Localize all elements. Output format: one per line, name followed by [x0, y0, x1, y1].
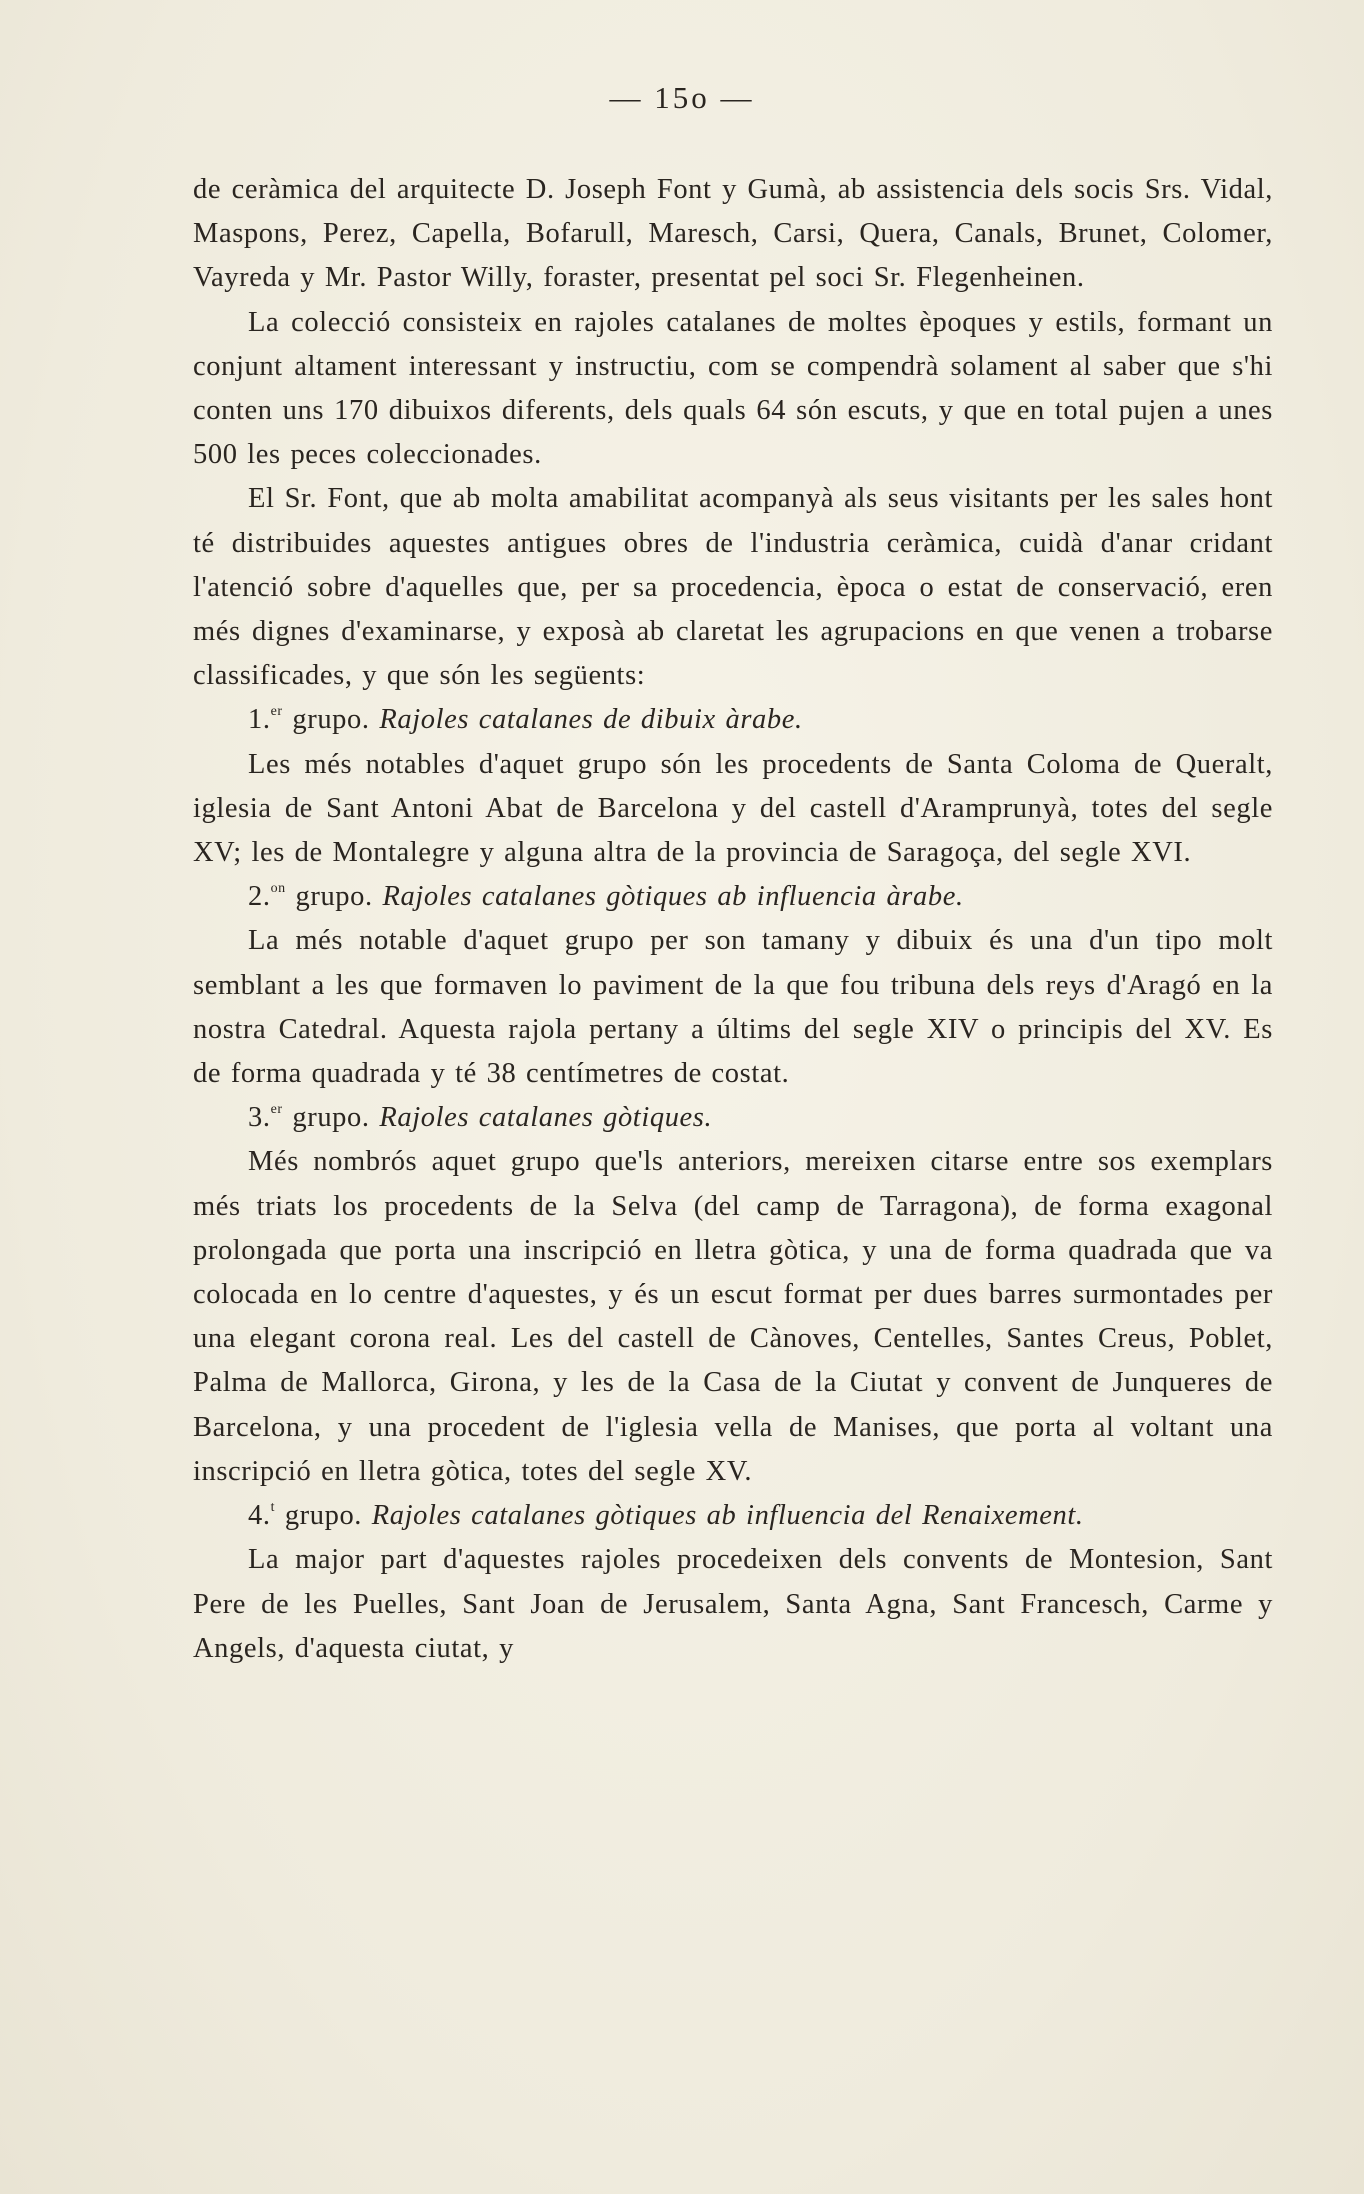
- group-3-ordinal: er: [270, 1102, 283, 1118]
- group-2-ordinal: on: [270, 881, 286, 897]
- group-1-title: Rajoles catalanes de dibuix àrabe.: [379, 704, 803, 736]
- page-number: — 15o —: [609, 80, 755, 115]
- group-heading-4: [193, 1494, 1273, 1538]
- paragraph-2: La colecció consisteix en rajoles catalanes de moltes èpoques y estils, formant un conjunt altament interessant y instructiu, com se compendrà solament al saber que s'hi conten uns 170 dibuixos diferents, dels quals 64 són escuts, y que en total pujen a unes 500 les peces coleccionades.: [193, 306, 1273, 471]
- group-3-number: 3.: [248, 1102, 271, 1134]
- group-4-title: Rajoles catalanes gòtiques ab influencia del Renaixement.: [371, 1500, 1084, 1532]
- group-2-word: grupo.: [295, 881, 373, 913]
- group-heading-1: [193, 698, 1273, 742]
- group-4-number: 4.: [248, 1500, 271, 1532]
- group-1-word: grupo.: [292, 704, 370, 736]
- group-4-ordinal: t: [270, 1500, 276, 1516]
- group-3-title: Rajoles catalanes gòtiques.: [379, 1102, 713, 1134]
- group-1-number: 1.: [248, 704, 271, 736]
- paragraph-4: Les més notables d'aquet grupo són les procedents de Santa Coloma de Queralt, iglesia de Sant Antoni Abat de Barcelona y del castell d'Aramprunyà, totes del segle XV; les de Montalegre y alguna altra de la provincia de Saragoça, del segle XVI.: [193, 748, 1273, 869]
- group-3-word: grupo.: [292, 1102, 370, 1134]
- paragraph-5: La més notable d'aquet grupo per son tamany y dibuix és una d'un tipo molt semblant a les que formaven lo paviment de la que fou tribuna dels reys d'Aragó en la nostra Catedral. Aquesta rajola pertany a últims del segle XIV o principis del XV. Es de forma quadrada y té 38 centímetres de costat.: [193, 925, 1273, 1090]
- paragraph-6: Més nombrós aquet grupo que'ls anteriors, mereixen citarse entre sos exemplars més triats los procedents de la Selva (del camp de Tarragona), de forma exagonal prolongada que porta una inscripció en lletra gòtica, y una de forma quadrada que va colocada en lo centre d'aquestes, y és un escut format per dues barres surmontades per una elegant corona real. Les del castell de Cànoves, Centelles, Santes Creus, Poblet, Palma de Mallorca, Girona, y les de la Casa de la Ciutat y convent de Junqueres de Barcelona, y una procedent de l'iglesia vella de Manises, que porta al voltant una inscripció en lletra gòtica, totes del segle XV.: [193, 1146, 1273, 1487]
- text-body: [193, 168, 1273, 1671]
- group-heading-3: [193, 1096, 1273, 1140]
- paragraph-7: La major part d'aquestes rajoles procedeixen dels convents de Montesion, Sant Pere de les Puelles, Sant Joan de Jerusalem, Santa Agna, Sant Francesch, Carme y Angels, d'aquesta ciutat, y: [193, 1544, 1273, 1664]
- paragraph-3: El Sr. Font, que ab molta amabilitat acompanyà als seus visitants per les sales hont té distribuides aquestes antigues obres de l'industria ceràmica, cuidà d'anar cridant l'atenció sobre d'aquelles que, per sa procedencia, època o estat de conservació, eren més dignes d'examinarse, y exposà ab claretat les agrupacions en que venen a trobarse classificades, y que són les següents:: [193, 483, 1273, 692]
- group-heading-2: [193, 875, 1273, 919]
- group-2-title: Rajoles catalanes gòtiques ab influencia àrabe.: [382, 881, 964, 913]
- paragraph-1: de ceràmica del arquitecte D. Joseph Font y Gumà, ab assistencia dels socis Srs. Vidal, Maspons, Perez, Capella, Bofarull, Maresch, Carsi, Quera, Canals, Brunet, Colomer, Vayreda y Mr. Pastor Willy, foraster, presentat pel soci Sr. Flegenheinen.: [193, 174, 1273, 294]
- group-2-number: 2.: [248, 881, 271, 913]
- group-4-word: grupo.: [284, 1500, 363, 1532]
- group-1-ordinal: er: [270, 704, 283, 720]
